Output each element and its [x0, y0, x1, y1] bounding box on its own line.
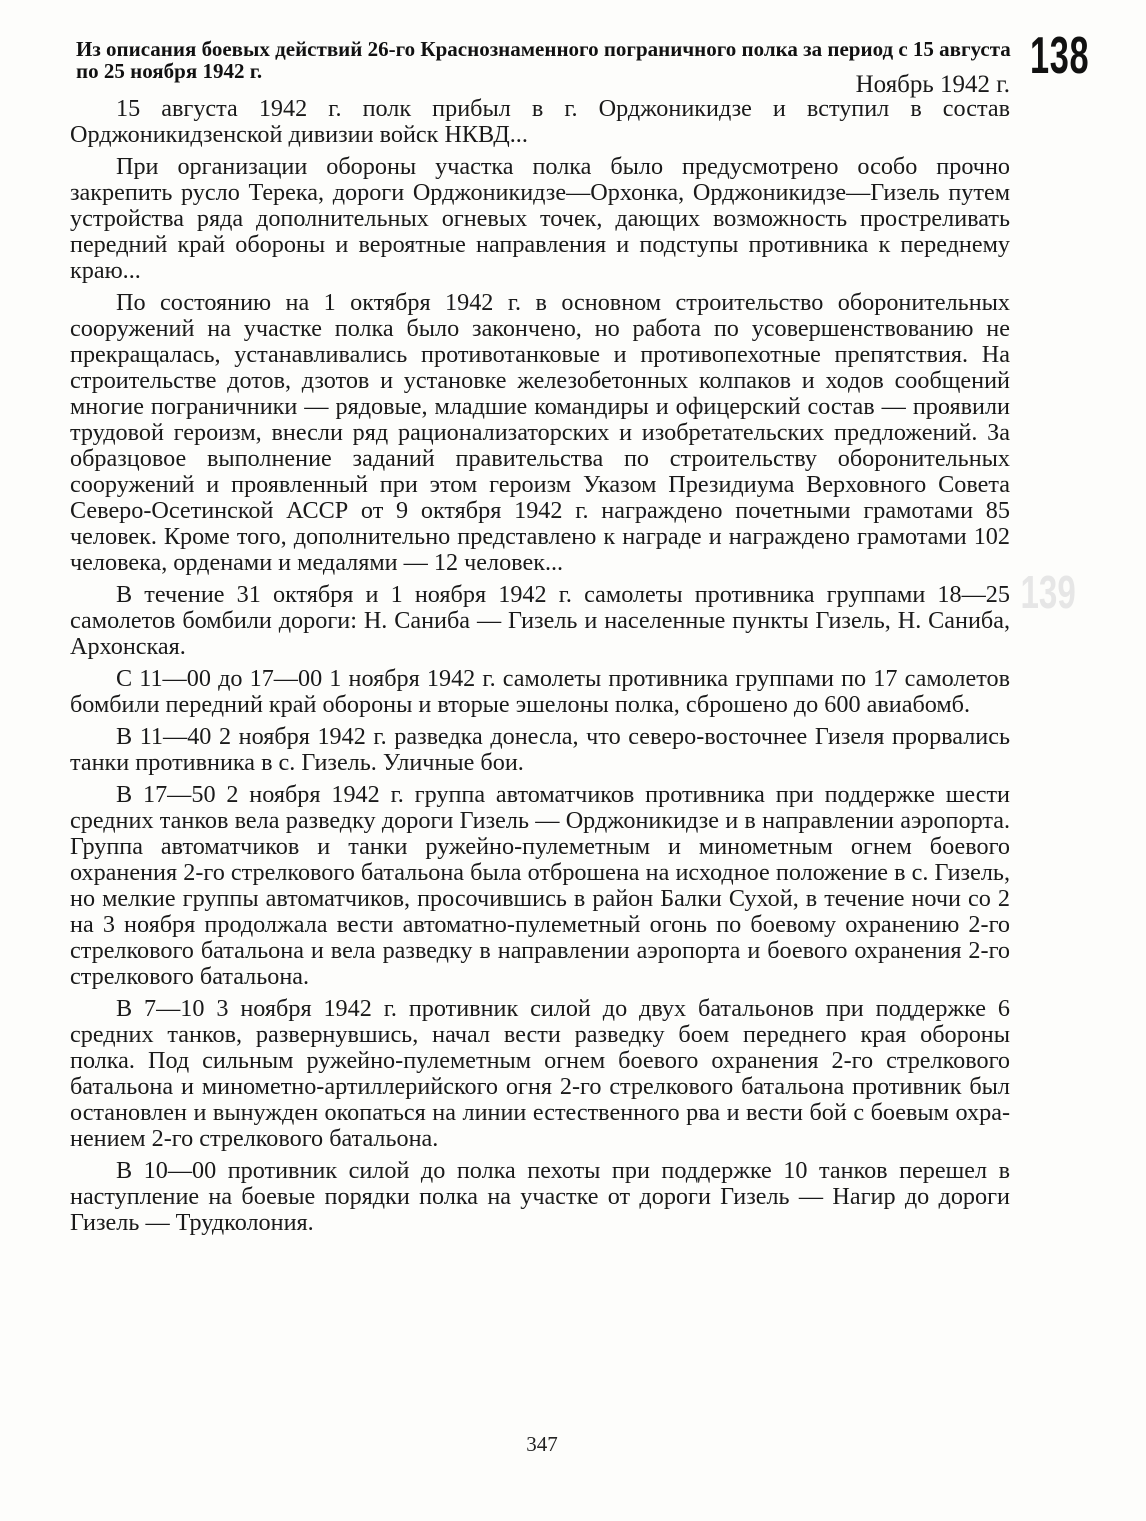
bleed-through-number: 139 — [1020, 566, 1076, 618]
page-number: 347 — [526, 1432, 558, 1456]
paragraph: В течение 31 октября и 1 ноября 1942 г. самолеты противника группами 18—25 самолетов бомбили дороги: Н. Саниба — Гизель и населенные пункты Гизель, Н. Саниба, Архонская. — [70, 581, 1010, 660]
paragraph: По состоянию на 1 октября 1942 г. в основном строительство оборонительных сооружений на участке полка было закончено, но работа по усовершенствованию не прекращалась, устанавливались противотанковые и противопехотные препятствия. На строительстве дотов, дзотов и установке железобетонных колпаков и ходов сообщений многие пограничники — рядовые, младшие командиры и офицерский состав — проявили трудовой героизм, внесли ряд рационализаторских и изобретательских предложений. За образцовое выполнение заданий правительства по строительству оборонительных сооружений и проявленный при этом героизм Указом Президиума Верховного Совета Северо-Осетинской АССР от 9 октября 1942 г. награждено почетными грамотами 85 человек. Кроме того, дополнительно представлено к награде и награждено грамотами 102 человека, орденами и медалями — 12 человек... — [70, 289, 1010, 576]
document-number: 138 — [1030, 27, 1090, 85]
paragraph: В 17—50 2 ноября 1942 г. группа автоматчиков противника при поддержке шести средних танков вела разведку дороги Гизель — Орджоникидзе и в направлении аэропорта. Группа автоматчиков и танки ружейно-пулеметным и минометным огнем боевого охранения 2-го стрелкового батальона была отброшена на исходное положение в с. Гизель, но мелкие группы автоматчиков, просочившись в район Балки Сухой, в течение ночи со 2 на 3 ноября продолжала вести автоматно-пулеметный огонь по боевому охранению 2-го стрелкового батальона и вела разведку в направлении аэропорта и боевого охранения 2-го стрелкового батальона. — [70, 781, 1010, 990]
paragraph: В 11—40 2 ноября 1942 г. разведка донесла, что северо-восточнее Гизеля прорвались танки противника в с. Гизель. Уличные бои. — [70, 723, 1010, 776]
paragraph: При организации обороны участка полка было предусмотрено особо прочно закрепить русло Терека, дороги Орджоникидзе—Орхонка, Орджоникидзе—Гизель путем устройства ряда дополнительных огневых точек, дающих возможность простреливать передний край обороны и вероятные направления и подступы противника к переднему краю... — [70, 153, 1010, 284]
document-body — [70, 96, 1010, 1242]
document-date: Ноябрь 1942 г. — [855, 71, 1010, 98]
document-heading: Из описания боевых действий 26-го Краснознаменного пограничного полка за период с 15 августа по 25 ноября 1942 г. — [76, 37, 1011, 83]
paragraph: В 10—00 противник силой до полка пехоты при поддержке 10 танков перешел в наступление на боевые порядки полка на участке от дороги Гизель — Нагир до дороги Гизель — Трудколония. — [70, 1157, 1010, 1236]
paragraph: В 7—10 3 ноября 1942 г. противник силой до двух батальонов при поддержке 6 средних танков, развернувшись, начал вести разведку боем переднего края обороны полка. Под сильным ружейно-пулеметным огнем боевого охранения 2-го стрелкового батальона и минометно-артиллерийского огня 2-го стрелкового батальона противник был остановлен и вынужден окопаться на линии естественного рва и вести бой с боевым охранением 2-го стрелкового батальона. — [70, 995, 1010, 1152]
paragraph: С 11—00 до 17—00 1 ноября 1942 г. самолеты противника группами по 17 самолетов бомбили передний край обороны и вторые эшелоны полка, сброшено до 600 авиабомб. — [70, 665, 1010, 718]
paragraph: 15 августа 1942 г. полк прибыл в г. Орджоникидзе и вступил в состав Орджоникидзенской дивизии войск НКВД... — [70, 95, 1010, 148]
